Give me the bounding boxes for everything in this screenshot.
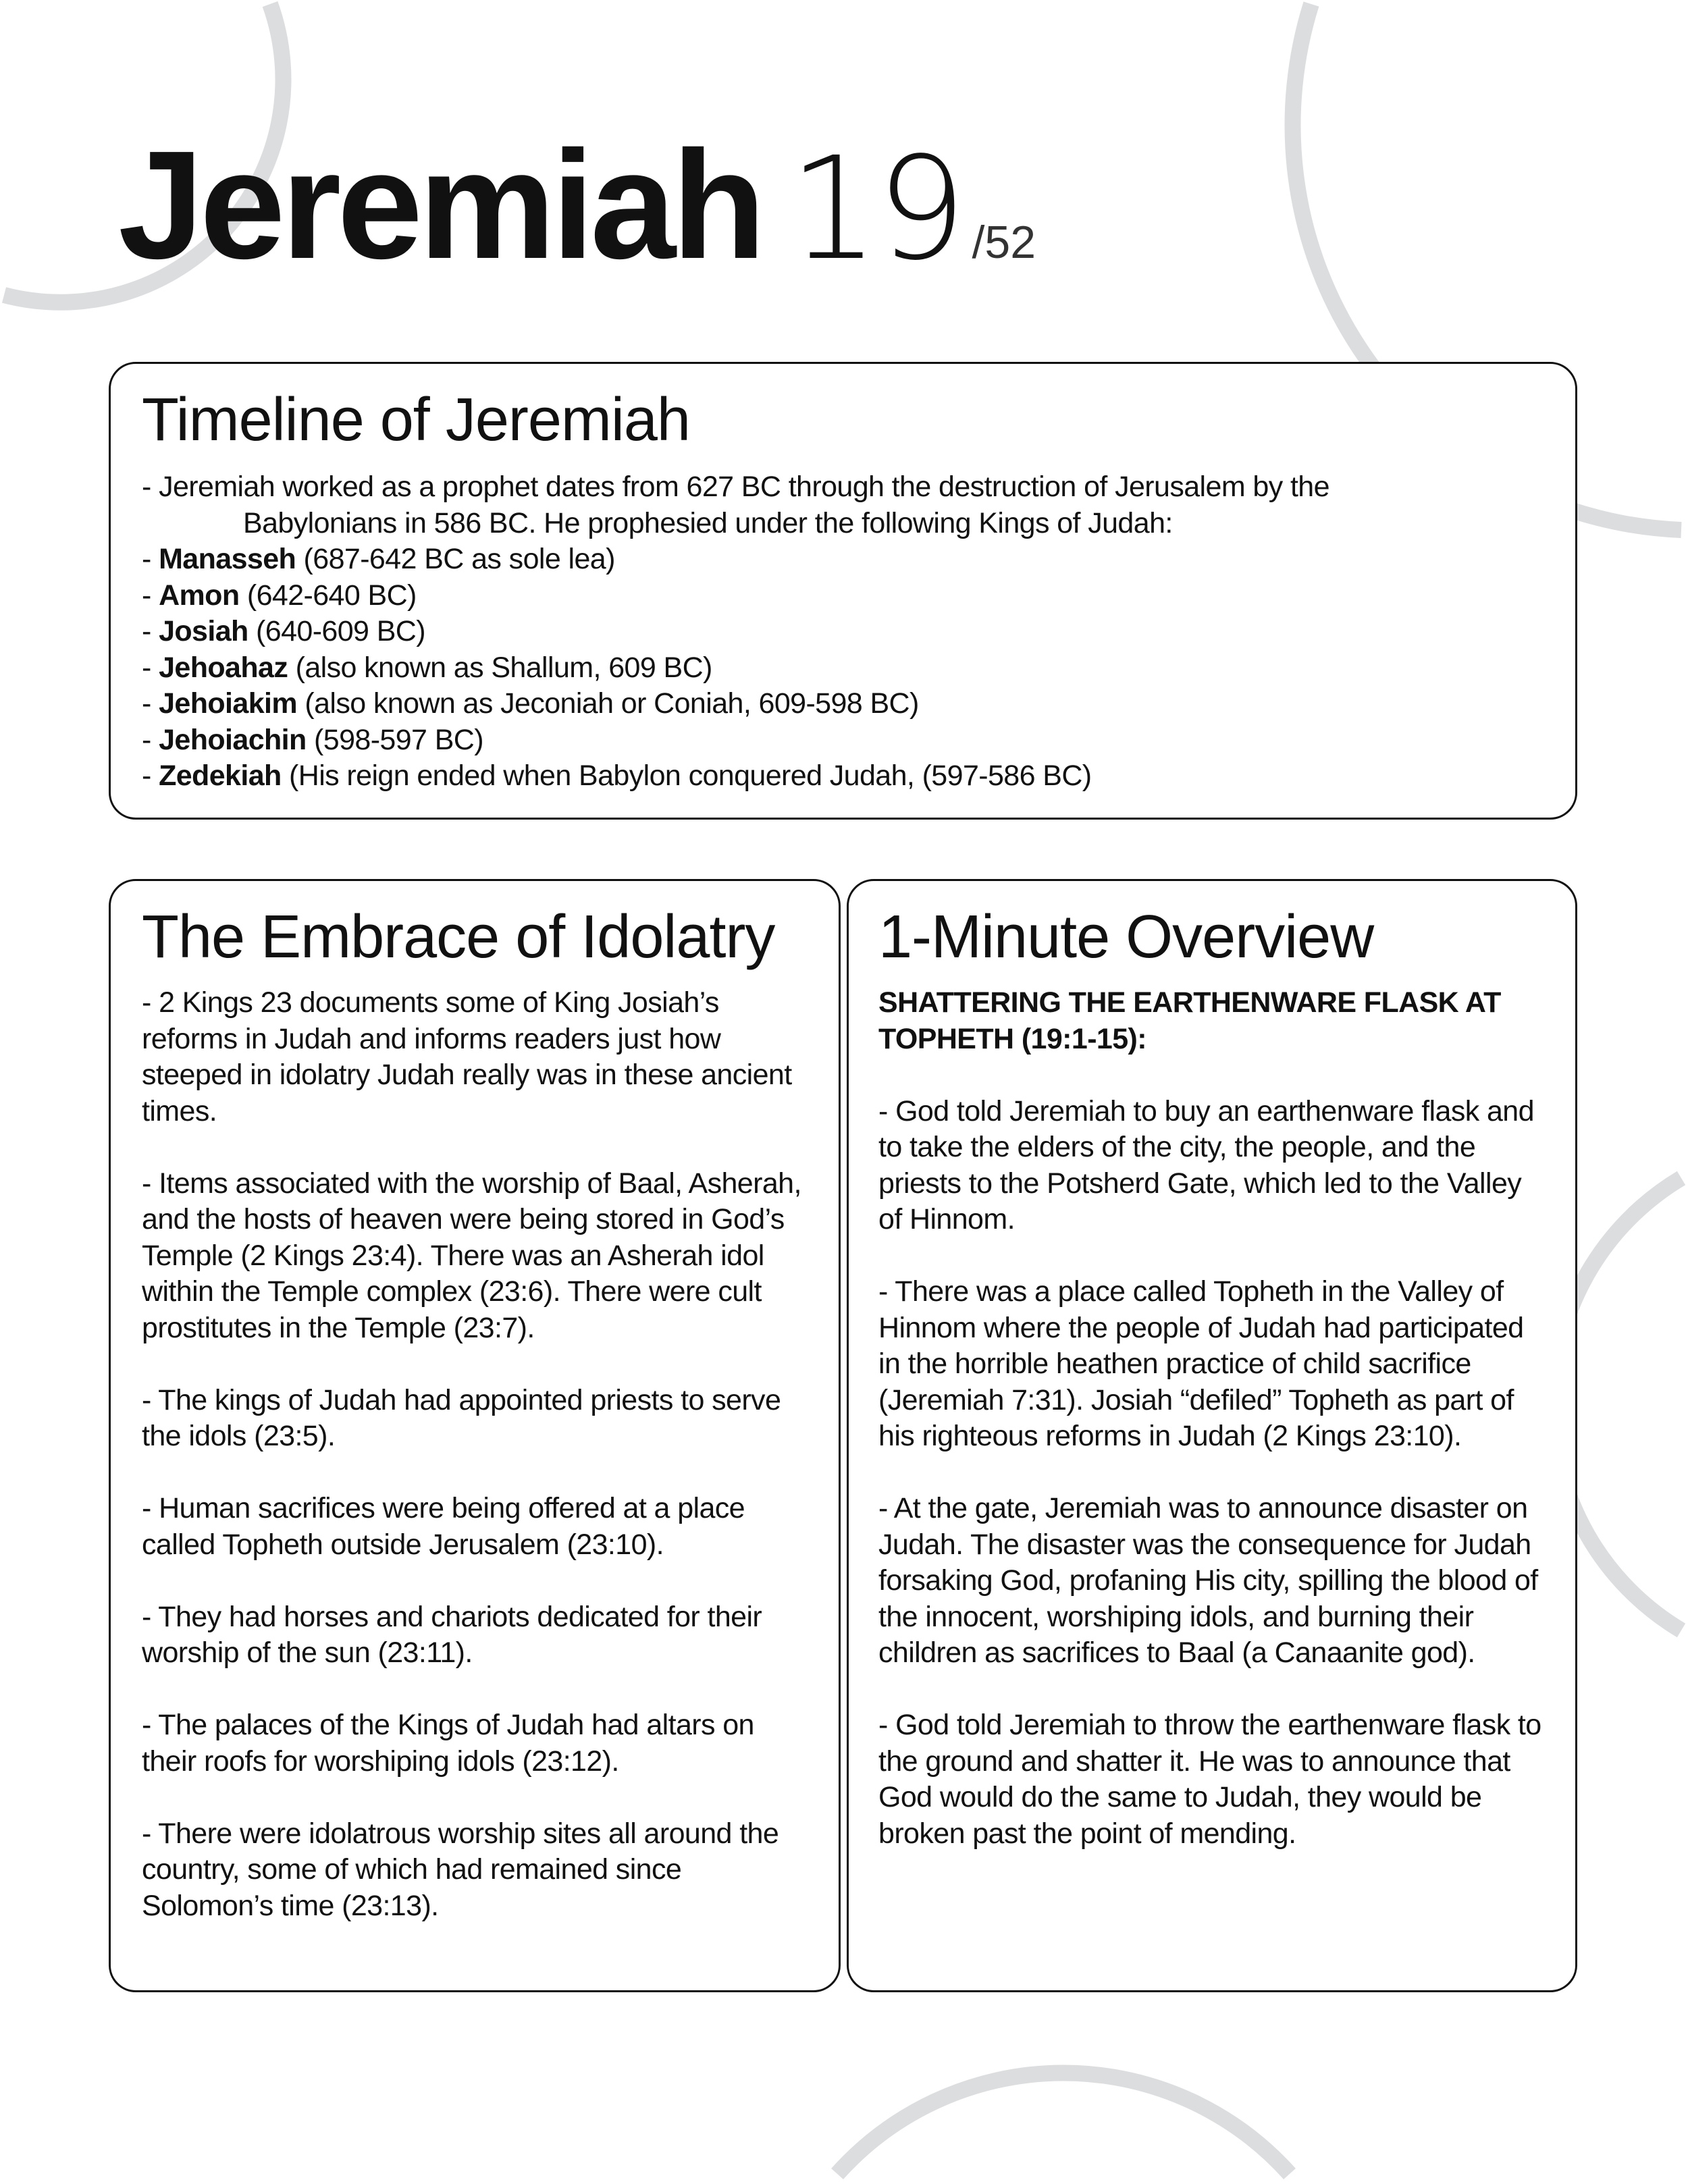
chapter-total: /52 (972, 217, 1036, 268)
kings-list (142, 541, 1544, 795)
ring-bottom (837, 2073, 1290, 2174)
king-detail: (598-597 BC) (306, 723, 483, 756)
timeline-heading: Timeline of Jeremiah (142, 386, 690, 454)
overview-heading: 1-Minute Overview (878, 903, 1374, 971)
idolatry-card (109, 879, 841, 1992)
chapter-number: 19 (789, 126, 964, 292)
page-title (118, 119, 1036, 292)
king-detail: (also known as Jeconiah or Coniah, 609-598 BC) (297, 687, 919, 720)
paragraph: - God told Jeremiah to buy an earthenware flask and to take the elders of the city, the people, and the priests to the Potsherd Gate, which led to the Valley of Hinnom. (878, 1094, 1534, 1235)
king-entry: - Josiah (640-609 BC) (142, 615, 425, 647)
paragraph: - The kings of Judah had appointed priests to serve the idols (23:5). (142, 1383, 781, 1452)
king-entry: - Jehoiakim (also known as Jeconiah or Coniah, 609-598 BC) (142, 687, 919, 720)
idolatry-heading: The Embrace of Idolatry (142, 903, 775, 971)
book-name: Jeremiah (118, 119, 762, 291)
paragraph: - God told Jeremiah to throw the earthenware flask to the ground and shatter it. He was to announce that God would do the same to Judah, they would be broken past the point of mending. (878, 1709, 1541, 1850)
king-name: Jehoiakim (159, 687, 297, 720)
paragraph: - At the gate, Jeremiah was to announce disaster on Judah. The disaster was the consequence for Judah forsaking God, profaning His city, spilling the blood of the innocent, worshiping idols, and burning their children as sacrifices to Baal (a Canaanite god). (878, 1492, 1538, 1669)
idolatry-body (142, 985, 808, 1924)
timeline-body (142, 469, 1544, 795)
king-detail: (642-640 BC) (239, 579, 417, 612)
king-name: Jehoiachin (159, 723, 307, 756)
king-entry: - Zedekiah (His reign ended when Babylon conquered Judah, (597-586 BC) (142, 760, 1092, 792)
king-detail: (His reign ended when Babylon conquered Judah, (597-586 BC) (281, 760, 1092, 792)
paragraph: - They had horses and chariots dedicated for their worship of the sun (23:11). (142, 1600, 762, 1669)
king-name: Jehoahaz (159, 651, 288, 684)
paragraph: - Human sacrifices were being offered at a place called Topheth outside Jerusalem (23:10). (142, 1492, 745, 1561)
king-detail: (also known as Shallum, 609 BC) (288, 651, 712, 684)
overview-subheading: SHATTERING THE EARTHENWARE FLASK AT TOPHETH (19:1-15): (878, 986, 1501, 1055)
king-name: Zedekiah (159, 760, 282, 792)
paragraph: - The palaces of the Kings of Judah had altars on their roofs for worshiping idols (23:12). (142, 1709, 754, 1778)
paragraph: - There was a place called Topheth in the Valley of Hinnom where the people of Judah had participated in the horrible heathen practice of child sacrifice (Jeremiah 7:31). Josiah “defiled” Topheth as part of his righteous reforms in Judah (2 Kings 23:10). (878, 1275, 1524, 1452)
paragraph: - 2 Kings 23 documents some of King Josiah’s reforms in Judah and informs readers just how steeped in idolatry Judah really was in these ancient times. (142, 986, 792, 1127)
king-entry: - Manasseh (687-642 BC as sole lea) (142, 543, 615, 575)
paragraph: - Items associated with the worship of Baal, Asherah, and the hosts of heaven were being stored in God’s Temple (2 Kings 23:4). There was an Asherah idol within the Temple complex (23:6). There were cult prostitutes in the Temple (23:7). (142, 1167, 801, 1344)
paragraph: - There were idolatrous worship sites all around the country, some of which had remained since Solomon’s time (23:13). (142, 1817, 779, 1922)
overview-card (847, 879, 1577, 1992)
king-entry: - Jehoiachin (598-597 BC) (142, 723, 483, 756)
king-name: Amon (159, 579, 240, 612)
timeline-card (109, 362, 1577, 820)
king-entry: - Amon (642-640 BC) (142, 579, 417, 612)
king-name: Josiah (159, 615, 248, 647)
king-detail: (687-642 BC as sole lea) (296, 543, 615, 575)
king-name: Manasseh (159, 543, 296, 575)
timeline-intro-cont: Babylonians in 586 BC. He prophesied under the following Kings of Judah: (243, 506, 1173, 539)
overview-body (878, 985, 1546, 1852)
timeline-intro: - Jeremiah worked as a prophet dates from 627 BC through the destruction of Jerusalem by the (142, 471, 1329, 503)
king-entry: - Jehoahaz (also known as Shallum, 609 BC) (142, 651, 712, 684)
king-detail: (640-609 BC) (248, 615, 425, 647)
